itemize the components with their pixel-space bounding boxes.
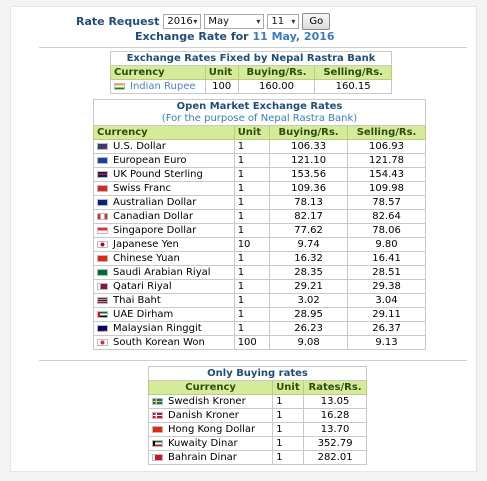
table-caption: Open Market Exchange Rates (For the purpose of Nepal Rastra Bank) — [94, 100, 426, 126]
kuwait-flag-icon — [152, 440, 163, 447]
column-header: Currency — [111, 66, 206, 80]
column-header: Unit — [205, 66, 238, 80]
chevron-down-icon: ▾ — [193, 16, 198, 26]
page-frame — [10, 6, 477, 472]
rate-request-label: Rate Request — [76, 14, 160, 28]
rate-for-heading: Exchange Rate for 11 May, 2016 — [135, 30, 335, 43]
thailand-flag-icon — [97, 297, 108, 304]
table-row: Hong Kong Dollar 1 13.70 — [149, 423, 367, 437]
table-row: Indian Rupee 100 160.00 160.15 — [111, 80, 392, 94]
china-flag-icon — [97, 255, 108, 262]
divider — [39, 360, 467, 361]
day-select[interactable]: 11 ▾ — [267, 14, 299, 29]
swiss-flag-icon — [97, 185, 108, 192]
uae-flag-icon — [97, 311, 108, 318]
table-caption: Only Buying rates — [149, 367, 367, 381]
denmark-flag-icon — [152, 412, 163, 419]
column-header: Currency — [94, 126, 235, 140]
table-row: Swiss Franc 1 109.36 109.98 — [94, 182, 426, 196]
table-row: U.S. Dollar 1 106.33 106.93 — [94, 140, 426, 154]
column-header: Unit — [234, 126, 269, 140]
sweden-flag-icon — [152, 398, 163, 405]
table-caption: Exchange Rates Fixed by Nepal Rastra Bank — [111, 52, 392, 66]
table-row: Australian Dollar 1 78.13 78.57 — [94, 196, 426, 210]
table-row: Kuwaity Dinar 1 352.79 — [149, 437, 367, 451]
chevron-down-icon: ▾ — [256, 16, 261, 26]
column-header: Rates/Rs. — [304, 381, 367, 395]
table-row: UK Pound Sterling 1 153.56 154.43 — [94, 168, 426, 182]
australia-flag-icon — [97, 199, 108, 206]
column-header: Selling/Rs. — [315, 66, 392, 80]
saudi-flag-icon — [97, 269, 108, 276]
singapore-flag-icon — [97, 227, 108, 234]
column-header: Unit — [273, 381, 304, 395]
go-button[interactable]: Go — [302, 13, 330, 30]
table-row: Malaysian Ringgit 1 26.23 26.37 — [94, 322, 426, 336]
india-flag-icon — [114, 83, 125, 90]
rate-request-bar — [76, 12, 330, 30]
column-header: Selling/Rs. — [348, 126, 426, 140]
fixed-rates-table — [110, 51, 392, 94]
rate-date: 11 May, 2016 — [252, 30, 335, 43]
chevron-down-icon: ▾ — [291, 16, 296, 26]
column-header: Currency — [149, 381, 273, 395]
us-flag-icon — [97, 143, 108, 150]
open-market-table — [93, 99, 426, 350]
table-row: Qatari Riyal 1 29.21 29.38 — [94, 280, 426, 294]
table-row: Chinese Yuan 1 16.32 16.41 — [94, 252, 426, 266]
table-row: European Euro 1 121.10 121.78 — [94, 154, 426, 168]
table-row: UAE Dirham 1 28.95 29.11 — [94, 308, 426, 322]
table-row: Swedish Kroner 1 13.05 — [149, 395, 367, 409]
uk-flag-icon — [97, 171, 108, 178]
column-header: Buying/Rs. — [270, 126, 348, 140]
table-row: South Korean Won 100 9.08 9.13 — [94, 336, 426, 350]
table-row: Bahrain Dinar 1 282.01 — [149, 451, 367, 465]
canada-flag-icon — [97, 213, 108, 220]
korea-flag-icon — [97, 339, 108, 346]
column-header: Buying/Rs. — [238, 66, 315, 80]
table-row: Japanese Yen 10 9.74 9.80 — [94, 238, 426, 252]
bahrain-flag-icon — [152, 454, 163, 461]
table-row: Singapore Dollar 1 77.62 78.06 — [94, 224, 426, 238]
eu-flag-icon — [97, 157, 108, 164]
month-select[interactable]: May ▾ — [204, 14, 264, 29]
table-row: Danish Kroner 1 16.28 — [149, 409, 367, 423]
buying-only-table — [148, 366, 367, 465]
japan-flag-icon — [97, 241, 108, 248]
divider — [39, 47, 467, 48]
table-row: Canadian Dollar 1 82.17 82.64 — [94, 210, 426, 224]
table-row: Saudi Arabian Riyal 1 28.35 28.51 — [94, 266, 426, 280]
qatar-flag-icon — [97, 283, 108, 290]
hongkong-flag-icon — [152, 426, 163, 433]
year-select[interactable]: 2016 ▾ — [163, 14, 201, 29]
table-row: Thai Baht 1 3.02 3.04 — [94, 294, 426, 308]
malaysia-flag-icon — [97, 325, 108, 332]
